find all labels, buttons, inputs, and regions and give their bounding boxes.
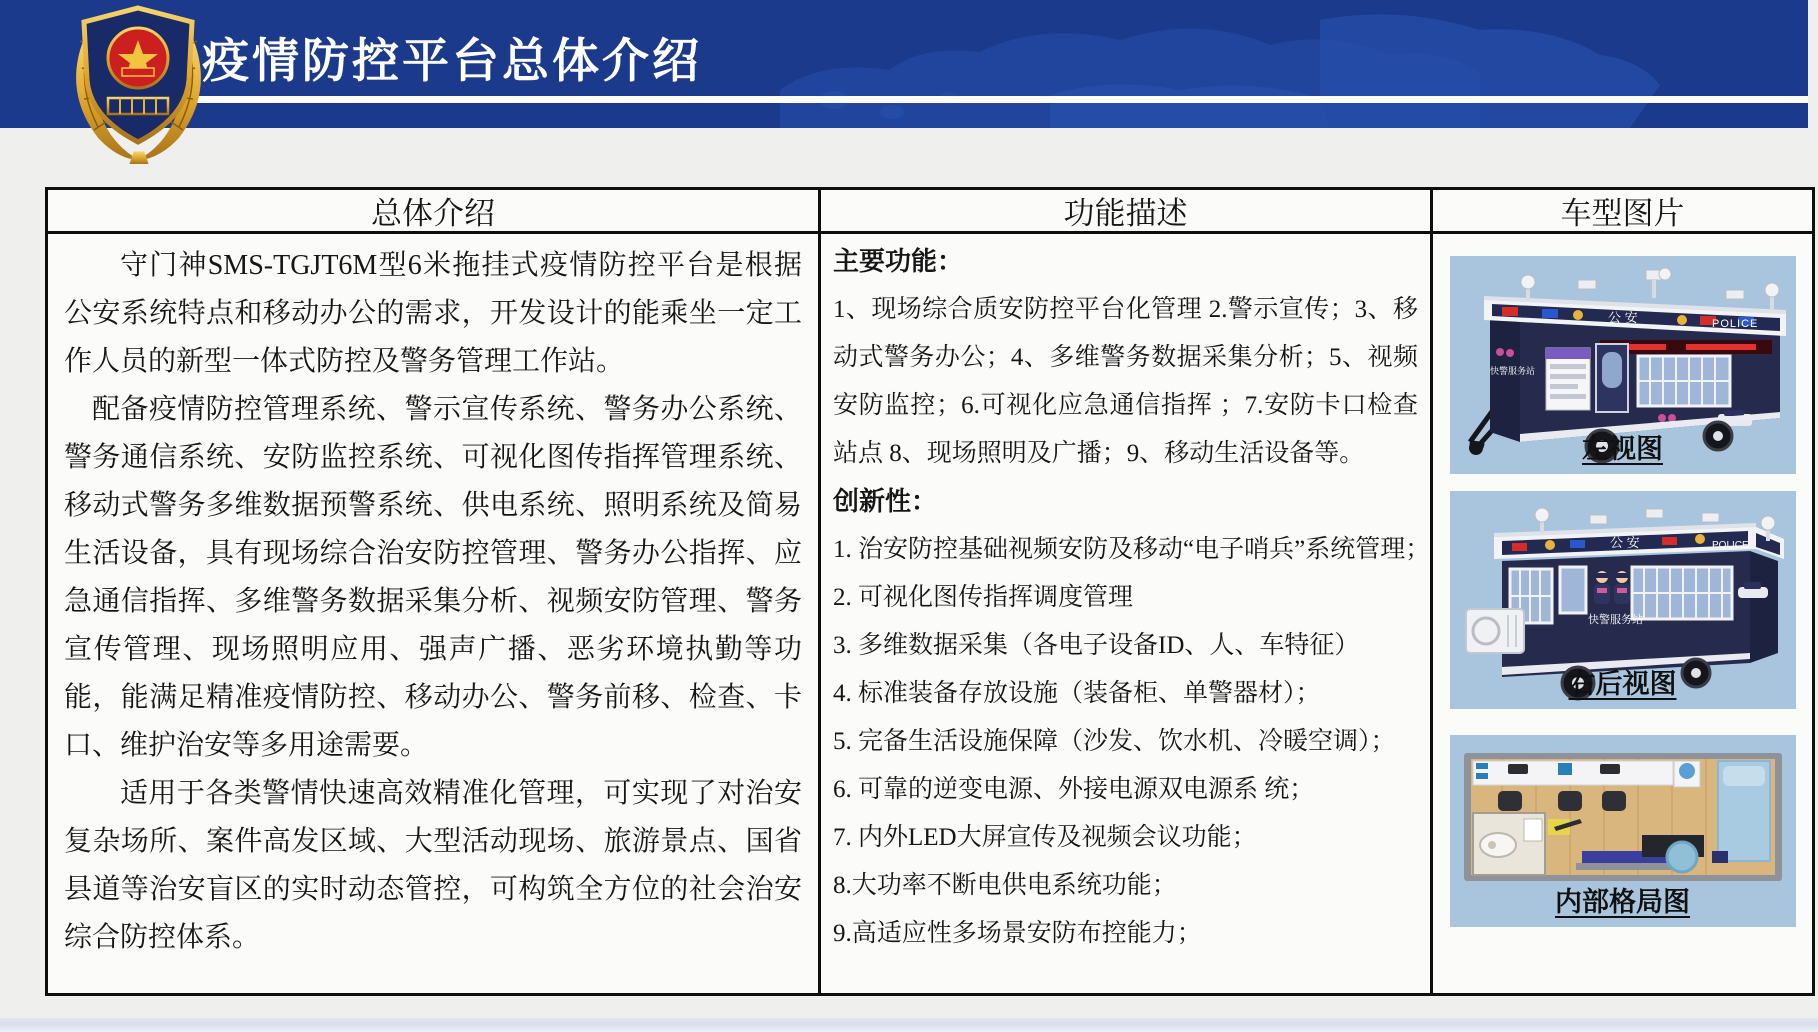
bottom-accent-strip [0,1018,1818,1032]
caption-right-rear-view: 右后视图 [1568,669,1677,699]
innovation-item: 8.大功率不断电供电系统功能； [833,872,1177,899]
police-badge-icon [46,2,231,164]
vehicle-left-view-image [1450,256,1796,474]
vehicle-right-rear-view-image [1450,491,1796,709]
innovation-item: 7. 内外LED大屏宣传及视频会议功能； [833,824,1257,851]
police-label: POLICE [1711,540,1749,551]
innovation-item: 6. 可靠的逆变电源、外接电源双电源系 统； [833,776,1315,803]
innovation-item: 5. 完备生活设施保障（沙发、饮水机、冷暖空调）； [833,728,1396,755]
innovation-heading: 创新性： [833,487,938,516]
page-title: 疫情防控平台总体介绍 [202,34,702,87]
content-table [45,187,1815,996]
gongan-label: 公 安 [1609,535,1640,550]
innovation-item: 2. 可视化图传指挥调度管理 [833,584,1134,611]
station-label: 快警服务站 [1489,366,1535,376]
functions-cell [818,234,1430,993]
police-label: POLICE [1711,318,1758,330]
column-header-photos: 车型图片 [1430,190,1812,234]
caption-left-view: 左视图 [1582,434,1663,464]
caption-interior-layout: 内部格局图 [1555,887,1690,917]
innovation-item: 1. 治安防控基础视频安防及移动“电子哨兵”系统管理； [833,536,1430,563]
station-label: 快警服务站 [1587,614,1643,626]
header-banner [0,0,1808,128]
column-header-overview: 总体介绍 [48,190,818,234]
innovation-item: 9.高适应性多场景安防布控能力； [833,920,1202,947]
overview-cell [48,234,818,993]
gongan-label: 公 安 [1607,310,1638,325]
overview-paragraph: 守门神SMS-TGJT6M型6米拖挂式疫情防控平台是根据公安系统特点和移动办公的需求，开发设计的能乘坐一定工作人员的新型一体式防控及警务管理工作站。 [64,250,802,377]
overview-paragraph: 配备疫情防控管理系统、警示宣传系统、警务办公系统、警务通信系统、安防监控系统、可视化图传指挥管理系统、移动式警务多维数据预警系统、供电系统、照明系统及简易生活设备，具有现场综合治安防控管理、警务办公指挥、应急通信指挥、多维警务数据采集分析、视频安防管理、警务宣传管理、现场照明应用、强声广播、恶劣环境执勤等功能，能满足精准疫情防控、移动办公、警务前移、检查、卡口、维护治安等多用途需要。 [64,394,802,761]
innovation-item: 4. 标准装备存放设施（装备柜、单警器材）； [833,680,1321,707]
title-underline [190,96,1808,103]
overview-paragraph: 适用于各类警情快速高效精准化管理，可实现了对治安复杂场所、案件高发区域、大型活动现场、旅游景点、国省县道等治安盲区的实时动态管控，可构筑全方位的社会治安综合防控体系。 [64,778,802,953]
main-functions-body: 1、现场综合质安防控平台化管理 2.警示宣传；3、移动式警务办公；4、多维警务数据采集分析；5、视频安防监控；6.可视化应急通信指挥 ；7.安防卡口检查站点 8、现场照明及广播；9、移动生活设备等。 [833,296,1418,467]
photos-cell [1430,234,1812,993]
column-header-functions: 功能描述 [818,190,1430,234]
innovation-item: 3. 多维数据采集（各电子设备ID、人、车特征） [833,632,1360,659]
main-functions-heading: 主要功能： [833,247,964,276]
interior-layout-image [1450,735,1796,927]
